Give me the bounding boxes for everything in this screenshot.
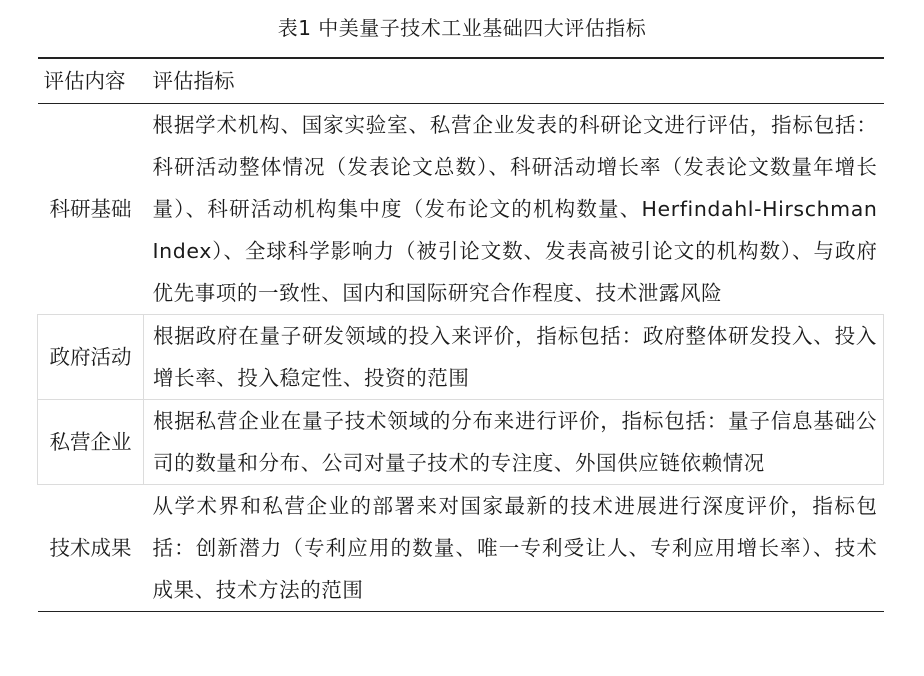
table-row [38, 485, 884, 612]
row-category: 私营企业 [38, 400, 144, 485]
table-row [38, 400, 884, 485]
table-header-row [38, 58, 884, 104]
row-category: 政府活动 [38, 315, 144, 400]
row-category: 科研基础 [49, 197, 132, 221]
header-assessment-content: 评估内容 [38, 58, 144, 104]
table-caption: 表1 中美量子技术工业基础四大评估指标 [277, 16, 647, 40]
row-description: 根据政府在量子研发领域的投入来评价，指标包括：政府整体研发投入、投入增长率、投入稳定性、投资的范围 [144, 315, 884, 400]
row-description: 从学术界和私营企业的部署来对国家最新的技术进展进行深度评价，指标包括：创新潜力（专利应用的数量、唯一专利受让人、专利应用增长率）、技术成果、技术方法的范围 [144, 485, 884, 612]
row-category: 技术成果 [38, 485, 144, 612]
row-description: 根据学术机构、国家实验室、私营企业发表的科研论文进行评估，指标包括：科研活动整体情况（发表论文总数）、科研活动增长率（发表论文数量年增长量）、科研活动机构集中度（发布论文的机构数量、Herfindahl-Hirschman Index）、全球科学影响力（被引论文数、发表高被引论文的机构数）、与政府优先事项的一致性、国内和国际研究合作程度、技术泄露风险 [152, 113, 878, 305]
table-row [38, 315, 884, 400]
row-description: 根据私营企业在量子技术领域的分布来进行评价，指标包括：量子信息基础公司的数量和分布、公司对量子技术的专注度、外国供应链依赖情况 [144, 400, 884, 485]
indicator-table [37, 57, 884, 612]
table-row [38, 104, 884, 315]
header-assessment-indicators: 评估指标 [144, 58, 884, 104]
